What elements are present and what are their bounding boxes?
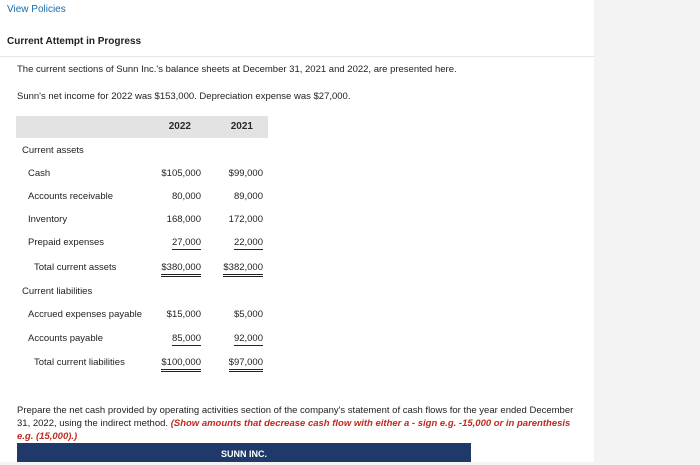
row-label-total-current-assets: Total current assets	[34, 262, 117, 273]
inventory-2022: 168,000	[166, 214, 201, 225]
cash-2022: $105,000	[161, 168, 201, 179]
row-label-accounts-payable: Accounts payable	[28, 333, 103, 344]
inventory-2021: 172,000	[228, 214, 263, 225]
problem-statement: The current sections of Sunn Inc.'s balance sheets at December 31, 2021 and 2022, are presented here.	[17, 64, 457, 75]
total-liabilities-2022: $100,000	[161, 357, 201, 372]
year-col-2022: 2022	[168, 121, 191, 132]
cash-2021: $99,000	[228, 168, 263, 179]
ar-2021: 89,000	[233, 191, 263, 202]
divider	[0, 56, 594, 57]
accrued-2022: $15,000	[166, 309, 201, 320]
total-liabilities-2021: $97,000	[229, 357, 263, 372]
row-label-inventory: Inventory	[28, 214, 68, 225]
ap-2022: 85,000	[171, 333, 201, 344]
total-assets-2021: $382,000	[223, 262, 263, 277]
ap-2021: 92,000	[233, 333, 263, 344]
row-label-accounts-receivable: Accounts receivable	[28, 191, 114, 202]
row-label-total-current-liabilities: Total current liabilities	[34, 357, 125, 368]
prepaid-2022: 27,000	[171, 237, 201, 248]
prepaid-2021: 22,000	[233, 237, 263, 248]
view-policies-link[interactable]: View Policies	[7, 4, 66, 15]
instructions-hint: (Show amounts that decrease cash flow with either a - sign e.g. -15,000 or in parenthesis e.g. (15,000).)	[17, 418, 571, 442]
row-label-cash: Cash	[28, 168, 51, 179]
net-income-statement: Sunn's net income for 2022 was $153,000. Depreciation expense was $27,000.	[17, 91, 351, 102]
accrued-2021: $5,000	[233, 309, 263, 320]
ar-2022: 80,000	[171, 191, 201, 202]
answer-table-header: SUNN INC.	[17, 443, 471, 462]
current-liabilities-heading: Current liabilities	[22, 286, 93, 297]
current-assets-heading: Current assets	[22, 145, 84, 156]
attempt-status: Current Attempt in Progress	[7, 36, 142, 47]
row-label-accrued-expenses: Accrued expenses payable	[28, 309, 143, 320]
row-label-prepaid-expenses: Prepaid expenses	[28, 237, 105, 248]
total-assets-2022: $380,000	[161, 262, 201, 277]
instructions	[17, 404, 587, 443]
instructions-text: Prepare the net cash provided by operating activities section of the company's statement of cash flows for the year ended December 31, 2022, using the indirect method.	[17, 405, 574, 429]
year-col-2021: 2021	[230, 121, 253, 132]
